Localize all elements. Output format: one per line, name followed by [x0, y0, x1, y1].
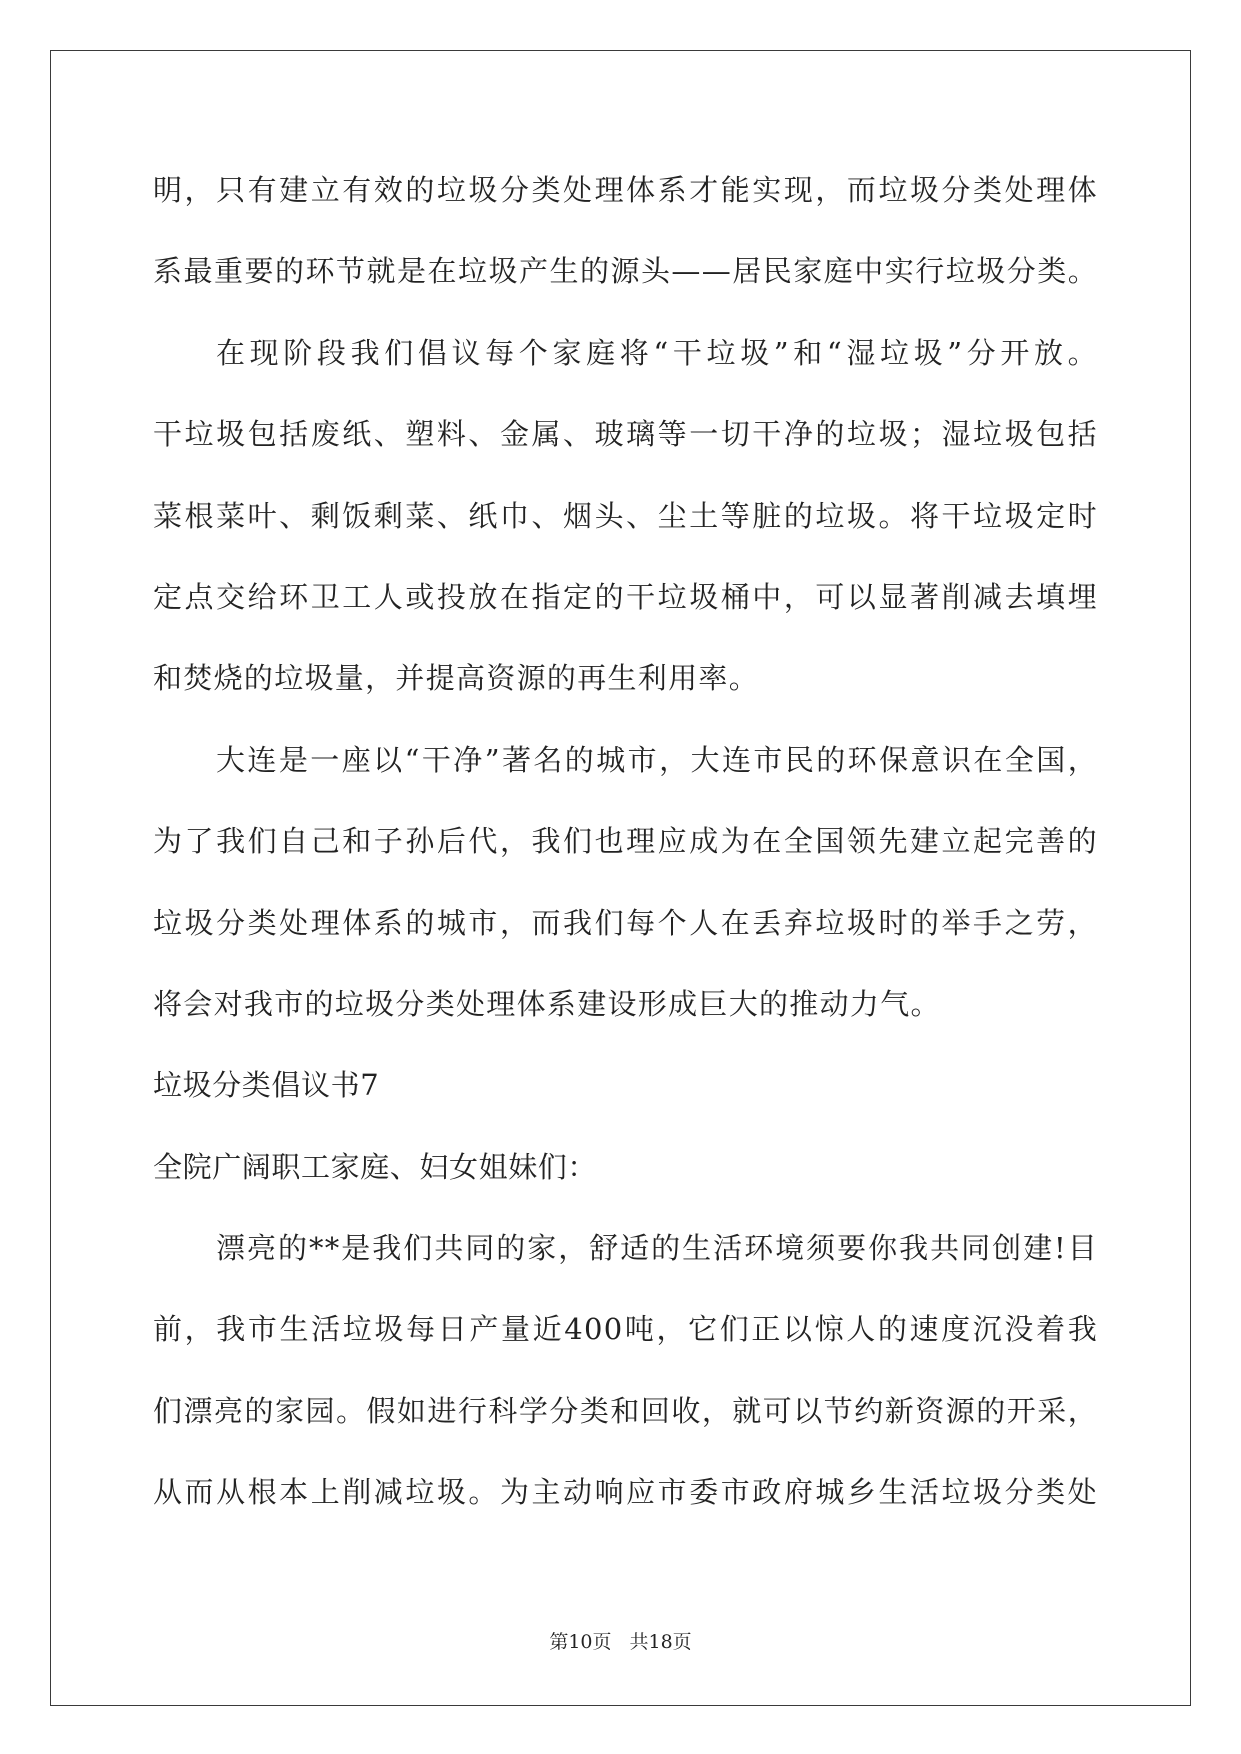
text-line: 们漂亮的家园。假如进行科学分类和回收，就可以节约新资源的开采，: [153, 1393, 1098, 1428]
document-body: [153, 150, 1098, 1534]
paragraph-last-line: 和焚烧的垃圾量，并提高资源的再生利用率。: [153, 661, 760, 696]
paragraph-first-line: 漂亮的**是我们共同的家，舒适的生活环境须要你我共同创建!目: [216, 1231, 1098, 1266]
paragraph-last-line: 将会对我市的垃圾分类处理体系建设形成巨大的推动力气。: [153, 986, 941, 1021]
page-footer: [0, 1627, 1241, 1657]
text-line: 前，我市生活垃圾每日产量近400吨，它们正以惊人的速度沉没着我: [153, 1312, 1098, 1347]
text-line: 干垃圾包括废纸、塑料、金属、玻璃等一切干净的垃圾；湿垃圾包括: [153, 417, 1098, 452]
salutation: 全院广阔职工家庭、妇女姐妹们：: [153, 1149, 598, 1184]
current-page-number: 第10页: [549, 1631, 612, 1653]
paragraph-first-line: 在现阶段我们倡议每个家庭将“干垃圾”和“湿垃圾”分开放。: [216, 335, 1098, 370]
text-line: 从而从根本上削减垃圾。为主动响应市委市政府城乡生活垃圾分类处: [153, 1475, 1098, 1510]
text-line: 为了我们自己和子孙后代，我们也理应成为在全国领先建立起完善的: [153, 824, 1098, 859]
text-line: 系最重要的环节就是在垃圾产生的源头——居民家庭中实行垃圾分类。: [153, 254, 1098, 289]
text-line: 垃圾分类处理体系的城市，而我们每个人在丢弃垃圾时的举手之劳，: [153, 905, 1098, 940]
text-line: 明，只有建立有效的垃圾分类处理体系才能实现，而垃圾分类处理体: [153, 173, 1098, 207]
text-line: 菜根菜叶、剩饭剩菜、纸巾、烟头、尘土等脏的垃圾。将干垃圾定时: [153, 498, 1098, 533]
paragraph-first-line: 大连是一座以“干净”著名的城市，大连市民的环保意识在全国，: [216, 742, 1098, 777]
section-title: 垃圾分类倡议书7: [153, 1068, 380, 1103]
text-line: 定点交给环卫工人或投放在指定的干垃圾桶中，可以显著削减去填埋: [153, 579, 1098, 614]
total-page-count: 共18页: [629, 1631, 692, 1653]
